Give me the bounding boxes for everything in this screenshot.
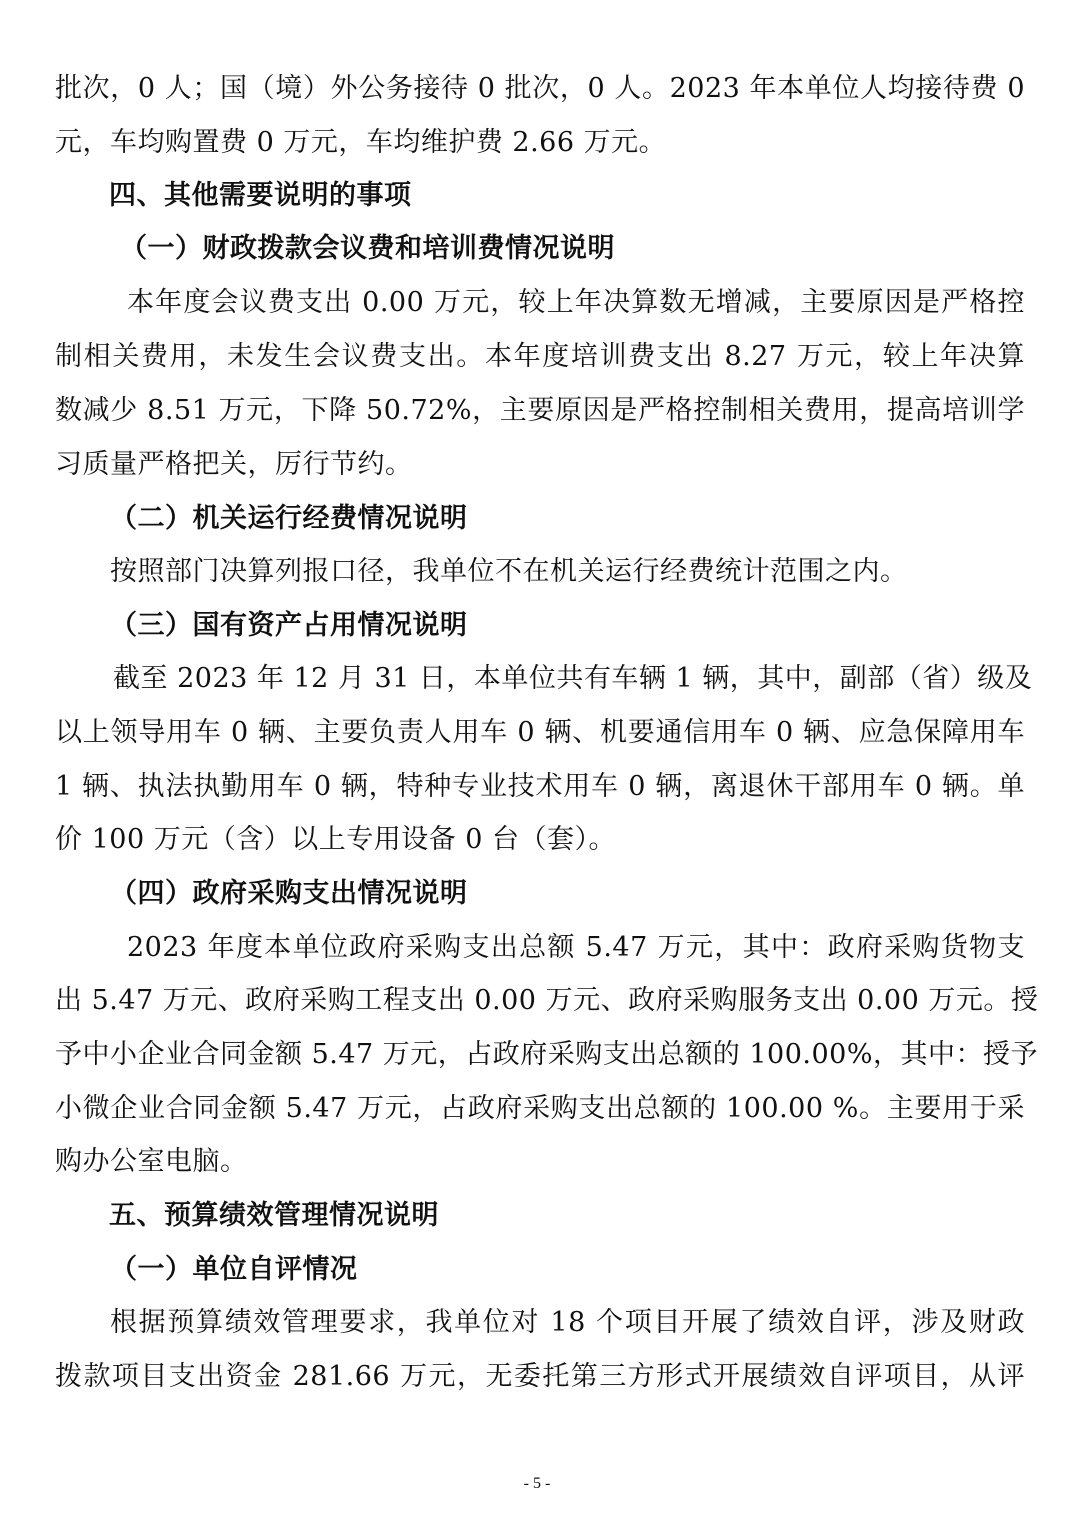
page-number: - 5 - <box>523 1475 551 1492</box>
body-line: 1 辆、执法执勤用车 0 辆，特种专业技术用车 0 辆，离退休干部用车 0 辆。单 <box>55 771 1025 802</box>
body-line: 根据预算绩效管理要求，我单位对 18 个项目开展了绩效自评，涉及财政 <box>110 1307 1025 1338</box>
body-line: 截至 2023 年 12 月 31 日，本单位共有车辆 1 辆，其中，副部（省）级及 <box>113 663 1033 694</box>
subsection-heading: （四）政府采购支出情况说明 <box>110 878 468 909</box>
section-heading: 四、其他需要说明的事项 <box>109 180 412 211</box>
subsection-heading: （二）机关运行经费情况说明 <box>110 503 468 534</box>
subsection-heading: （一）财政拨款会议费和培训费情况说明 <box>120 233 615 264</box>
body-line: 出 5.47 万元、政府采购工程支出 0.00 万元、政府采购服务支出 0.00 万元。授 <box>55 985 1039 1016</box>
body-line: 小微企业合同金额 5.47 万元，占政府采购支出总额的 100.00 %。主要用于采 <box>55 1093 1025 1124</box>
body-line: 元，车均购置费 0 万元，车均维护费 2.66 万元。 <box>55 127 667 158</box>
body-line: 2023 年度本单位政府采购支出总额 5.47 万元，其中：政府采购货物支 <box>127 932 1025 963</box>
body-line: 购办公室电脑。 <box>55 1146 248 1177</box>
body-line: 批次，0 人；国（境）外公务接待 0 批次，0 人。2023 年本单位人均接待费 0 <box>55 73 1025 104</box>
subsection-heading: （一）单位自评情况 <box>110 1254 358 1285</box>
body-line: 按照部门决算列报口径，我单位不在机关运行经费统计范围之内。 <box>110 556 908 587</box>
body-line: 拨款项目支出资金 281.66 万元，无委托第三方形式开展绩效自评项目，从评 <box>55 1361 1025 1392</box>
body-line: 数减少 8.51 万元，下降 50.72%，主要原因是严格控制相关费用，提高培训学 <box>55 395 1025 426</box>
body-line: 价 100 万元（含）以上专用设备 0 台（套）。 <box>55 824 617 855</box>
section-heading: 五、预算绩效管理情况说明 <box>109 1200 439 1231</box>
body-line: 以上领导用车 0 辆、主要负责人用车 0 辆、机要通信用车 0 辆、应急保障用车 <box>55 717 1025 748</box>
body-line: 予中小企业合同金额 5.47 万元，占政府采购支出总额的 100.00%，其中：授予 <box>55 1039 1038 1070</box>
body-line: 制相关费用，未发生会议费支出。本年度培训费支出 8.27 万元，较上年决算 <box>55 341 1025 372</box>
body-line: 习质量严格把关，厉行节约。 <box>55 449 413 480</box>
body-line: 本年度会议费支出 0.00 万元，较上年决算数无增减，主要原因是严格控 <box>127 287 1025 318</box>
subsection-heading: （三）国有资产占用情况说明 <box>110 610 468 641</box>
